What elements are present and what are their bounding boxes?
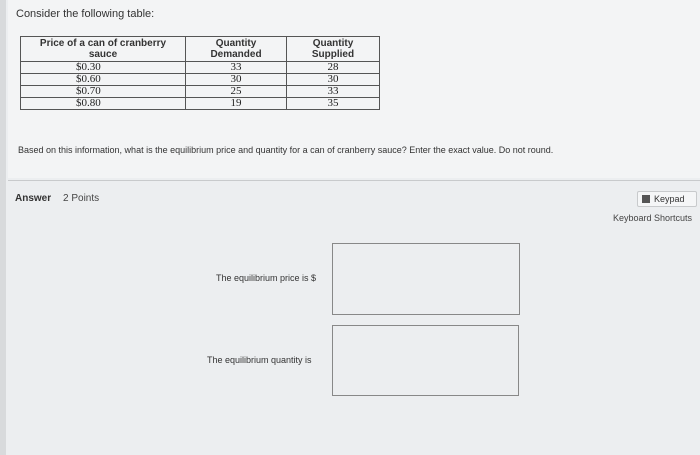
cell-price: $0.80: [21, 98, 186, 110]
table-row: [21, 86, 380, 98]
cell-supplied: 33: [287, 86, 380, 98]
keypad-button[interactable]: [637, 191, 697, 207]
table-row: [21, 98, 380, 110]
cell-demanded: 25: [186, 86, 287, 98]
header-price-line-2: sauce: [88, 49, 118, 60]
quantity-answer-label: The equilibrium quantity is: [207, 355, 312, 365]
question-text: Based on this information, what is the equilibrium price and quantity for a can of cranberry sauce? Enter the exact value. Do not round.: [18, 145, 554, 155]
cell-price: $0.30: [21, 62, 186, 74]
keyboard-shortcuts-link[interactable]: Keyboard Shortcuts: [613, 213, 693, 223]
cell-price: $0.70: [21, 86, 186, 98]
cell-demanded: 19: [186, 98, 287, 110]
header-demanded-line-2: Demanded: [210, 49, 262, 60]
left-edge-bar: [0, 0, 6, 455]
table-row: [21, 62, 380, 74]
table-header-row: [21, 37, 380, 62]
header-price: [21, 37, 186, 62]
price-answer-label: The equilibrium price is $: [216, 273, 317, 283]
cell-demanded: 30: [186, 74, 287, 86]
section-divider: [8, 180, 700, 181]
keypad-icon: [642, 195, 650, 203]
prompt-text: Consider the following table:: [16, 8, 155, 20]
header-demanded-line-1: Quantity: [215, 38, 257, 49]
question-panel: [8, 0, 700, 178]
header-price-line-1: Price of a can of cranberry: [39, 38, 167, 49]
header-supplied-line-1: Quantity Supplied: [311, 38, 355, 60]
header-supplied: [287, 37, 380, 62]
cell-supplied: 30: [287, 74, 380, 86]
cell-supplied: 28: [287, 62, 380, 74]
quantity-answer-input[interactable]: [332, 325, 519, 396]
cell-supplied: 35: [287, 98, 380, 110]
points-label: 2 Points: [63, 193, 100, 204]
data-table: [20, 36, 380, 110]
table-row: [21, 74, 380, 86]
answer-label: Answer: [15, 193, 52, 204]
cell-price: $0.60: [21, 74, 186, 86]
price-answer-input[interactable]: [332, 243, 520, 315]
header-demanded: [186, 37, 287, 62]
cell-demanded: 33: [186, 62, 287, 74]
keypad-label: Keypad: [654, 194, 685, 204]
